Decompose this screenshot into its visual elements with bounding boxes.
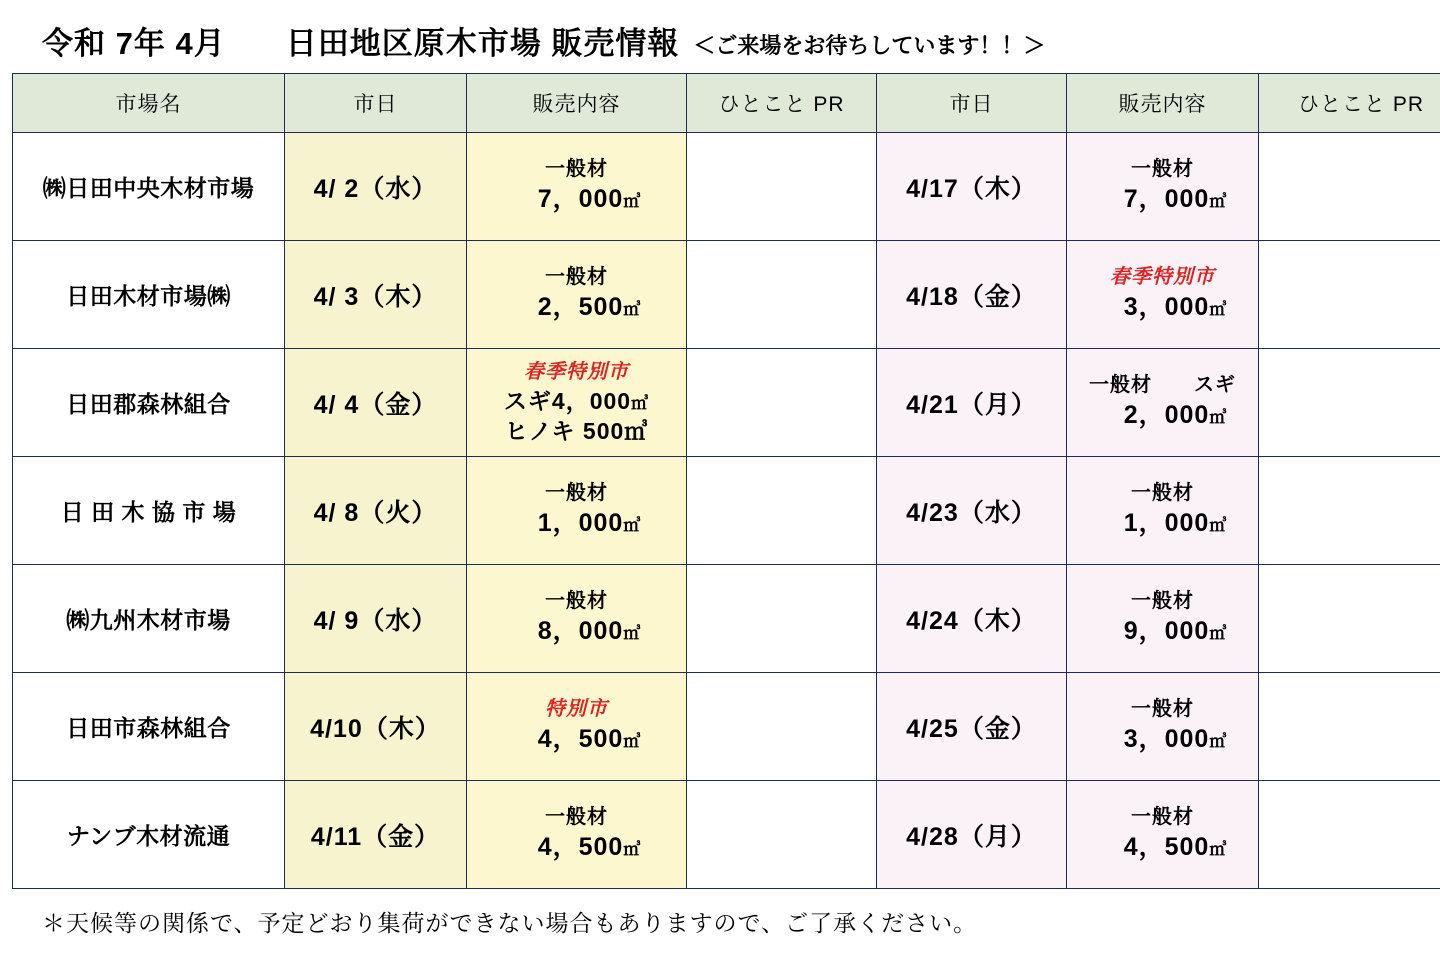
sales-content-label: 一般材 [545, 590, 608, 613]
pr-cell-2 [1259, 781, 1440, 889]
sales-content-volume: スギ4，000㎥ [503, 387, 650, 414]
header-pr-1: ひとこと PR [687, 74, 877, 133]
volume-unit: ㎥ [631, 393, 650, 413]
pr-cell-2 [1259, 457, 1440, 565]
table-row [13, 133, 1440, 241]
footnote: ＊天候等の関係で、予定どおり集荷ができない場合もありますので、ご了承ください。 [42, 910, 978, 936]
schedule-table [12, 73, 1440, 889]
pr-cell-2 [1259, 241, 1440, 349]
table-row [13, 349, 1440, 457]
sales-content-cell-1 [467, 781, 687, 889]
sales-content-volume: 3，000㎥ [1123, 293, 1228, 322]
volume-unit: ㎥ [623, 192, 642, 212]
volume-unit: ㎥ [1209, 624, 1228, 644]
market-day-cell-2: 4/18（金） [877, 241, 1067, 349]
volume-unit: ㎥ [1209, 192, 1228, 212]
market-name-cell: 日 田 木 協 市 場 [13, 457, 285, 565]
table-row [13, 457, 1440, 565]
sales-content-cell-1 [467, 241, 687, 349]
pr-cell-1 [687, 457, 877, 565]
market-name-cell: ㈱九州木材市場 [13, 565, 285, 673]
title-note: ＜ご来場をお待ちしています！！＞ [693, 33, 1046, 58]
sales-content-label: 一般材 [1131, 806, 1194, 829]
volume-unit: ㎥ [1209, 300, 1228, 320]
sales-content-volume-secondary: ヒノキ 500㎥ [504, 417, 649, 444]
market-day-cell-2: 4/25（金） [877, 673, 1067, 781]
sales-content-label: 一般材 スギ [1089, 374, 1236, 397]
header-sales-content-1: 販売内容 [467, 74, 687, 133]
sales-content-volume: 7，000㎥ [537, 185, 642, 214]
pr-cell-1 [687, 349, 877, 457]
sales-content-volume: 9，000㎥ [1123, 617, 1228, 646]
pr-cell-2 [1259, 673, 1440, 781]
header-market-name: 市場名 [13, 74, 285, 133]
market-day-cell-1: 4/11（金） [285, 781, 467, 889]
sales-content-volume: 4，500㎥ [537, 725, 642, 754]
market-name-cell: 日田市森林組合 [13, 673, 285, 781]
sales-content-label: 一般材 [545, 806, 608, 829]
pr-cell-1 [687, 241, 877, 349]
pr-cell-2 [1259, 133, 1440, 241]
market-day-cell-1: 4/ 2（水） [285, 133, 467, 241]
title-main: 日田地区原木市場 販売情報 [285, 26, 680, 61]
sales-content-volume: 7，000㎥ [1123, 185, 1228, 214]
table-row [13, 565, 1440, 673]
volume-unit: ㎥ [1209, 840, 1228, 860]
title-era: 令和 7年 4月 [42, 26, 226, 61]
sales-content-label: 一般材 [545, 158, 608, 181]
sales-content-cell-2 [1067, 673, 1259, 781]
market-day-cell-1: 4/ 8（火） [285, 457, 467, 565]
table-row [13, 673, 1440, 781]
pr-cell-2 [1259, 565, 1440, 673]
sales-content-cell-1 [467, 349, 687, 457]
pr-cell-1 [687, 565, 877, 673]
market-day-cell-1: 4/ 3（木） [285, 241, 467, 349]
header-pr-2: ひとこと PR [1259, 74, 1440, 133]
market-day-cell-1: 4/ 9（水） [285, 565, 467, 673]
sales-content-cell-2 [1067, 349, 1259, 457]
table-row [13, 241, 1440, 349]
volume-unit: ㎥ [623, 840, 642, 860]
market-name-cell: 日田郡森林組合 [13, 349, 285, 457]
volume-unit: ㎥ [1209, 408, 1228, 428]
market-name-cell: ナンブ木材流通 [13, 781, 285, 889]
sales-content-label: 春季特別市 [524, 360, 629, 383]
volume-unit: ㎥ [1209, 516, 1228, 536]
market-day-cell-2: 4/21（月） [877, 349, 1067, 457]
sales-content-cell-1 [467, 133, 687, 241]
sales-content-volume: 2，500㎥ [537, 293, 642, 322]
sales-content-cell-2 [1067, 781, 1259, 889]
market-name-cell: 日田木材市場㈱ [13, 241, 285, 349]
sales-content-cell-2 [1067, 565, 1259, 673]
table-header-row [13, 74, 1440, 133]
pr-cell-2 [1259, 349, 1440, 457]
sales-content-volume: 1，000㎥ [537, 509, 642, 538]
sales-content-volume: 1，000㎥ [1123, 509, 1228, 538]
sales-content-cell-2 [1067, 133, 1259, 241]
volume-unit: ㎥ [623, 300, 642, 320]
market-day-cell-2: 4/24（木） [877, 565, 1067, 673]
sales-content-label: 春季特別市 [1110, 266, 1215, 289]
sales-content-label: 特別市 [545, 698, 608, 721]
sales-content-cell-1 [467, 565, 687, 673]
sales-content-label: 一般材 [1131, 698, 1194, 721]
sales-content-volume: 4，500㎥ [1123, 833, 1228, 862]
volume-unit: ㎥ [623, 516, 642, 536]
market-day-cell-2: 4/23（水） [877, 457, 1067, 565]
sales-content-cell-2 [1067, 457, 1259, 565]
sales-content-volume: 2，000㎥ [1123, 401, 1228, 430]
pr-cell-1 [687, 781, 877, 889]
sales-content-label: 一般材 [1131, 590, 1194, 613]
table-body [13, 133, 1440, 889]
volume-unit: ㎥ [1209, 732, 1228, 752]
pr-cell-1 [687, 133, 877, 241]
sales-content-cell-1 [467, 673, 687, 781]
market-name-cell: ㈱日田中央木材市場 [13, 133, 285, 241]
market-day-cell-2: 4/28（月） [877, 781, 1067, 889]
volume-unit: ㎥ [623, 732, 642, 752]
sales-content-volume: 3，000㎥ [1123, 725, 1228, 754]
sales-content-cell-1 [467, 457, 687, 565]
sales-content-label: 一般材 [545, 266, 608, 289]
market-day-cell-1: 4/10（木） [285, 673, 467, 781]
sales-content-volume: 4，500㎥ [537, 833, 642, 862]
page-title [12, 10, 1428, 73]
market-day-cell-1: 4/ 4（金） [285, 349, 467, 457]
sales-content-label: 一般材 [1131, 158, 1194, 181]
sales-content-label: 一般材 [545, 482, 608, 505]
sales-content-volume: 8，000㎥ [537, 617, 642, 646]
sales-content-label: 一般材 [1131, 482, 1194, 505]
volume-unit: ㎥ [623, 624, 642, 644]
header-market-day-1: 市日 [285, 74, 467, 133]
header-sales-content-2: 販売内容 [1067, 74, 1259, 133]
sales-content-cell-2 [1067, 241, 1259, 349]
pr-cell-1 [687, 673, 877, 781]
header-market-day-2: 市日 [877, 74, 1067, 133]
market-day-cell-2: 4/17（木） [877, 133, 1067, 241]
table-row [13, 781, 1440, 889]
